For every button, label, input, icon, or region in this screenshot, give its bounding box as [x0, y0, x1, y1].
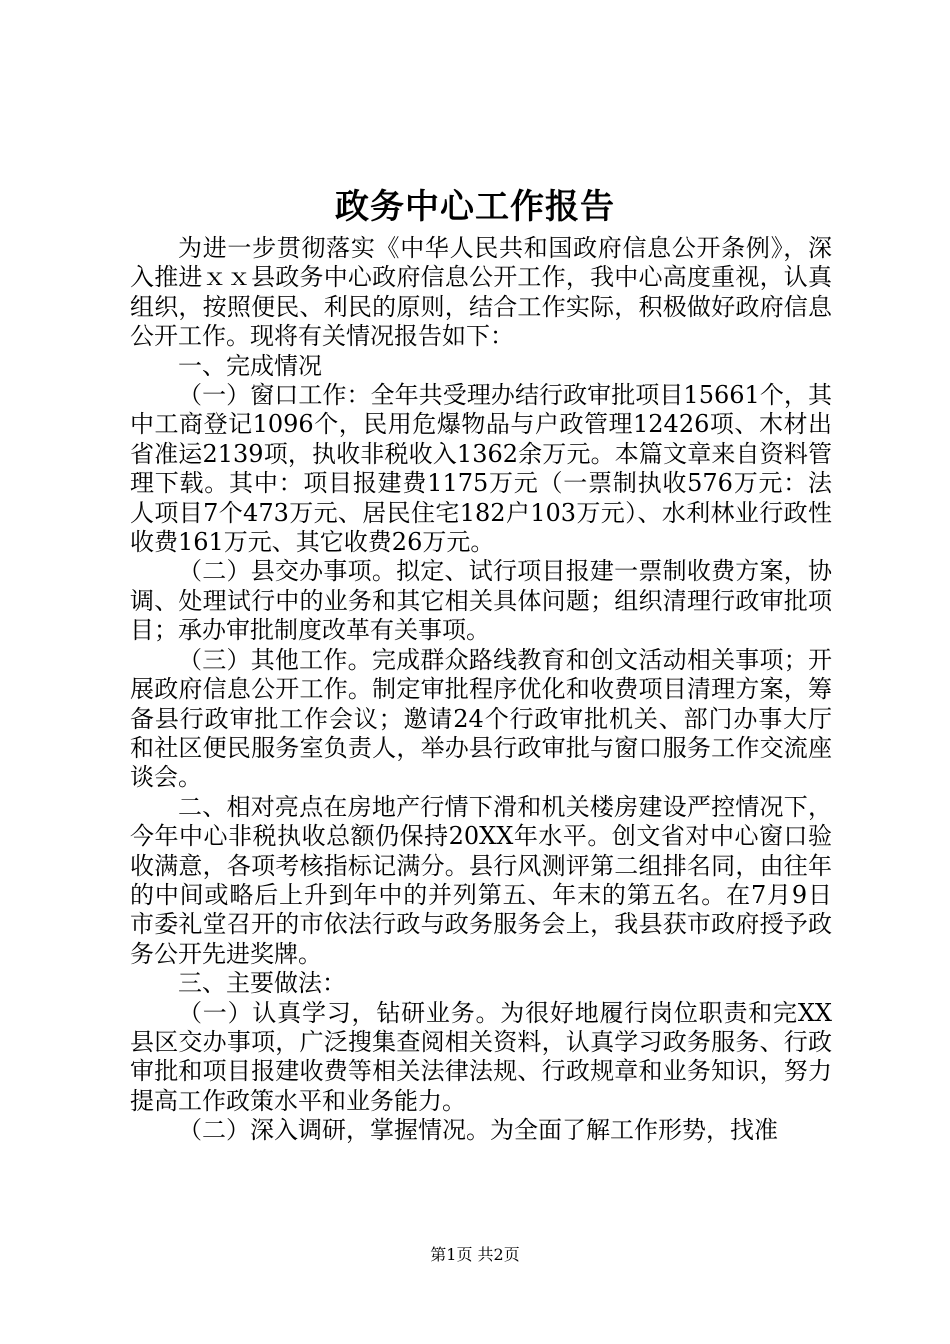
page-number-footer: 第1页 共2页	[430, 1245, 520, 1264]
paragraph-county-matters: （二）县交办事项。拟定、试行项目报建一票制收费方案，协调、处理试行中的业务和其它相关具体问题；组织清理行政审批项目；承办审批制度改革有关事项。	[130, 557, 832, 645]
paragraph-study: （一）认真学习，钻研业务。为很好地履行岗位职责和完XX县区交办事项，广泛搜集查阅相关资料，认真学习政务服务、行政审批和项目报建收费等相关法律法规、行政规章和业务知识，努力提高工作政策水平和业务能力。	[130, 998, 832, 1115]
paragraph-window-work: （一）窗口工作：全年共受理办结行政审批项目15661个，其中工商登记1096个，民用危爆物品与户政管理12426项、木材出省准运2139项，执收非税收入1362余万元。本篇文章来自资料管理下载。其中：项目报建费1175万元（一票制执收576万元：法人项目7个473万元、居民住宅182户103万元）、水利林业行政性收费161万元、其它收费26万元。	[130, 381, 832, 557]
section-heading-3: 三、主要做法：	[178, 969, 346, 998]
intro-paragraph: 为进一步贯彻落实《中华人民共和国政府信息公开条例》，深入推进ｘｘ县政务中心政府信息公开工作，我中心高度重视，认真组织，按照便民、利民的原则，结合工作实际，积极做好政府信息公开工作。现将有关情况报告如下：	[130, 234, 832, 351]
paragraph-other-work: （三）其他工作。完成群众路线教育和创文活动相关事项；开展政府信息公开工作。制定审批程序优化和收费项目清理方案，筹备县行政审批工作会议；邀请24个行政审批机关、部门办事大厅和社区便民服务室负责人，举办县行政审批与窗口服务工作交流座谈会。	[130, 645, 832, 792]
document-title: 政务中心工作报告	[335, 187, 615, 227]
document-body	[130, 234, 832, 1146]
section-heading-2: 二、相对亮点在房地产行情下滑和机关楼房建设严控情况下，今年中心非税执收总额仍保持20XX年水平。创文省对中心窗口验收满意，各项考核指标记满分。县行风测评第二组排名同，由往年的中间或略后上升到年中的并列第五、年末的第五名。在7月9日市委礼堂召开的市依法行政与政务服务会上，我县获市政府授予政务公开先进奖牌。	[130, 792, 832, 968]
paragraph-research: （二）深入调研，掌握情况。为全面了解工作形势，找准	[178, 1116, 778, 1145]
section-heading-1: 一、完成情况	[178, 351, 322, 380]
